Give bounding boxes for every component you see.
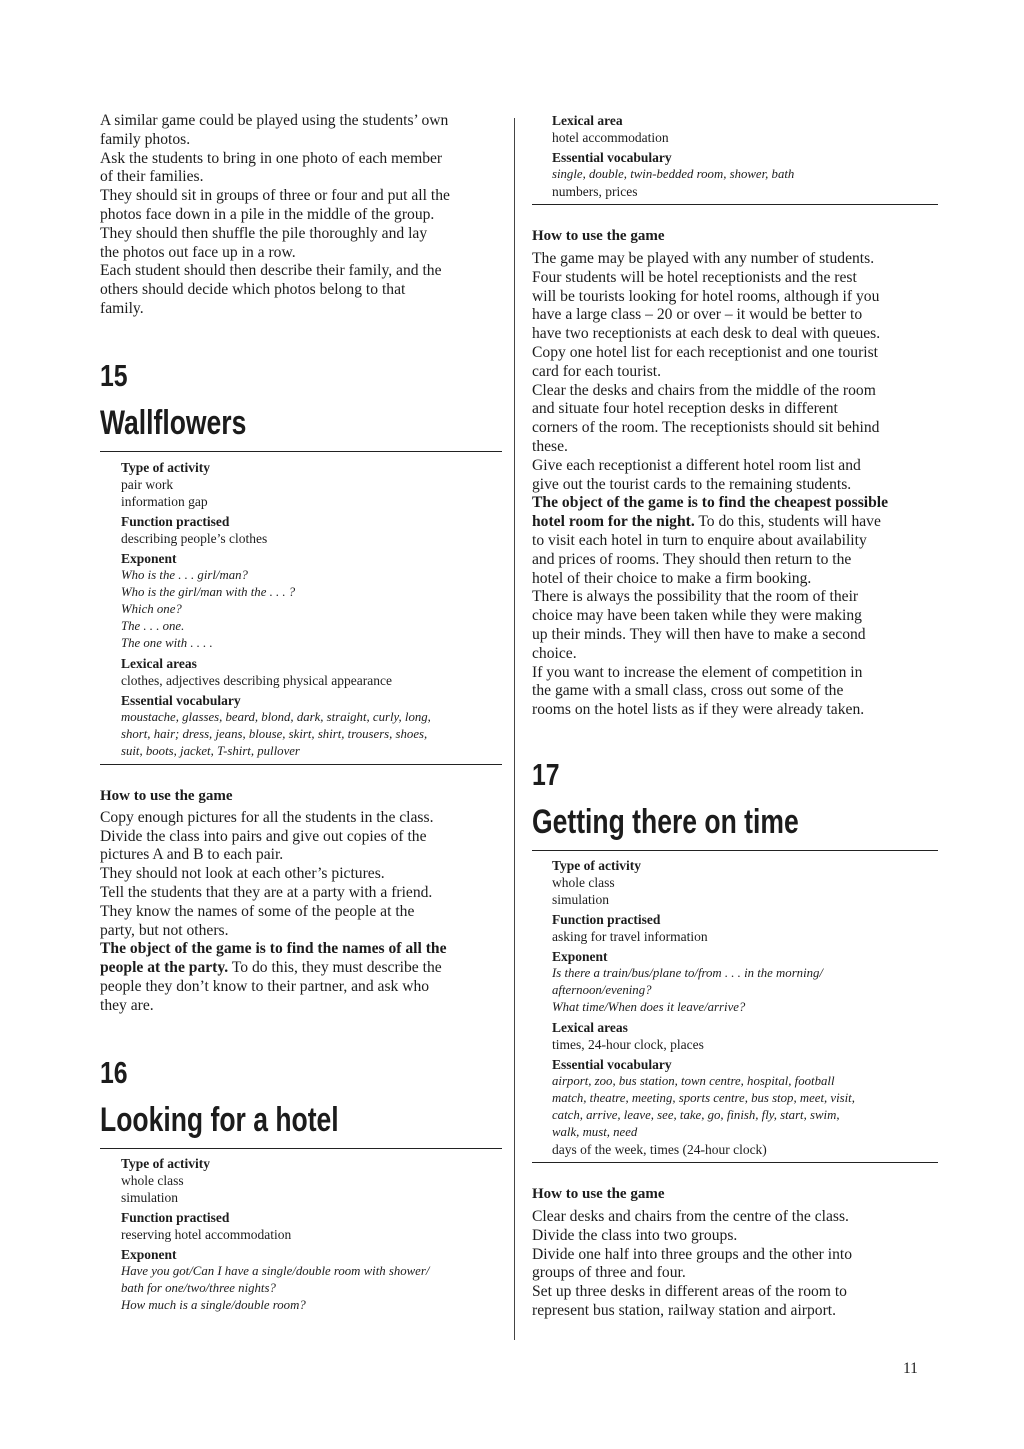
exponent-line: Which one?	[121, 601, 182, 616]
intro-line: Ask the students to bring in one photo of each member	[100, 149, 443, 167]
howto-line: There is always the possibility that the room of their	[532, 588, 859, 606]
info-label: Type of activity	[552, 857, 641, 873]
game-info-box	[100, 1149, 502, 1314]
howto-line: they are.	[100, 996, 154, 1014]
info-label: Type of activity	[121, 459, 210, 475]
exponent-line: Who is the girl/man with the . . . ?	[121, 584, 296, 599]
intro-line: photos face down in a pile in the middle of the group.	[100, 205, 435, 223]
howto-line: up their minds. They will then have to make a second	[532, 625, 866, 643]
howto-line: Copy one hotel list for each receptionist and one tourist	[532, 343, 879, 361]
info-label: Essential vocabulary	[121, 692, 241, 708]
howto-line: corners of the room. The receptionists should sit behind	[532, 419, 880, 437]
howto-line: They know the names of some of the people at the	[100, 902, 415, 920]
info-label: Type of activity	[121, 1155, 210, 1171]
intro-line: others should decide which photos belong to that	[100, 281, 406, 299]
howto-section	[100, 787, 502, 1016]
intro-line: Each student should then describe their family, and the	[100, 262, 442, 280]
game-16-section	[100, 1056, 502, 1314]
info-label: Lexical areas	[121, 655, 197, 671]
right-column	[532, 112, 938, 1321]
howto-line: to visit each hotel in turn to enquire about availability	[532, 531, 867, 549]
howto-line: Divide the class into two groups.	[532, 1226, 738, 1244]
info-value: describing people’s clothes	[121, 530, 268, 546]
info-label: Function practised	[121, 513, 230, 529]
howto-line	[532, 513, 938, 532]
vocab-line: short, hair; dress, jeans, blouse, skirt, shirt, trousers, shoes,	[121, 726, 428, 741]
game-objective: The object of the game is to find the names of all the	[100, 940, 447, 958]
game-objective: people at the party.	[100, 959, 229, 977]
howto-line: card for each tourist.	[532, 362, 662, 380]
game-info-box	[100, 452, 502, 760]
howto-line: the game with a small class, cross out some of the	[532, 682, 844, 700]
info-value: hotel accommodation	[552, 130, 669, 145]
exponent-line: afternoon/evening?	[552, 982, 652, 997]
game-info-box-continued	[532, 112, 938, 200]
game-title: Wallflowers	[100, 403, 247, 442]
howto-line: represent bus station, railway station and airport.	[532, 1301, 836, 1319]
game-info-box	[532, 851, 938, 1158]
howto-line: will be tourists looking for hotel rooms, although if you	[532, 287, 880, 305]
section-rule	[100, 764, 502, 765]
howto-line: If you want to increase the element of competition in	[532, 663, 863, 681]
howto-line: and prices of rooms. They should then return to the	[532, 550, 852, 568]
howto-line: hotel of their choice to make a firm booking.	[532, 569, 812, 587]
info-value: reserving hotel accommodation	[121, 1226, 292, 1242]
intro-line: of their families.	[100, 168, 204, 186]
info-value: times, 24-hour clock, places	[552, 1036, 704, 1052]
howto-line: Divide one half into three groups and the other into	[532, 1245, 853, 1263]
section-rule	[532, 1162, 938, 1163]
howto-line: rooms on the hotel lists as if they were already taken.	[532, 701, 865, 719]
howto-line: choice may have been taken while they were making	[532, 607, 862, 625]
info-label: Exponent	[121, 550, 177, 566]
howto-line: Copy enough pictures for all the students in the class.	[100, 808, 434, 826]
howto-line: Four students will be hotel receptionists and the rest	[532, 268, 857, 286]
exponent-line: bath for one/two/three nights?	[121, 1280, 276, 1295]
info-label: Function practised	[552, 911, 661, 927]
intro-paragraph	[100, 112, 502, 319]
info-label: Exponent	[121, 1246, 177, 1262]
howto-line: Clear desks and chairs from the centre of the class.	[532, 1207, 849, 1225]
howto-line: have a large class – 20 or over – it would be better to	[532, 306, 863, 324]
howto-line: have two receptionists at each desk to deal with queues.	[532, 325, 881, 343]
intro-line: the photos out face up in a row.	[100, 243, 296, 261]
vocab-line: numbers, prices	[552, 184, 638, 199]
game-number: 15	[100, 357, 128, 393]
vocab-line: catch, arrive, leave, see, take, go, finish, fly, start, swim,	[552, 1107, 840, 1122]
howto-line: Clear the desks and chairs from the middle of the room	[532, 381, 876, 399]
howto-section	[532, 227, 938, 720]
howto-line: choice.	[532, 644, 577, 662]
vocab-line: airport, zoo, bus station, town centre, hospital, football	[552, 1073, 835, 1088]
game-objective: hotel room for the night.	[532, 513, 695, 531]
intro-line: family photos.	[100, 130, 191, 148]
howto-line: these.	[532, 437, 568, 455]
howto-line: Tell the students that they are at a party with a friend.	[100, 883, 433, 901]
game-number: 16	[100, 1054, 128, 1090]
column-divider	[514, 118, 515, 1340]
vocab-line: days of the week, times (24-hour clock)	[552, 1141, 767, 1157]
howto-line: and situate four hotel reception desks in different	[532, 400, 838, 418]
info-label: Lexical area	[552, 113, 623, 128]
vocab-line: moustache, glasses, beard, blond, dark, straight, curly, long,	[121, 709, 431, 724]
howto-section	[532, 1185, 938, 1321]
exponent-line: The . . . one.	[121, 618, 185, 633]
info-value: whole class	[121, 1172, 184, 1188]
exponent-line: Have you got/Can I have a single/double room with shower/	[121, 1263, 430, 1278]
info-value: asking for travel information	[552, 928, 708, 944]
info-label: Function practised	[121, 1209, 230, 1225]
info-value: clothes, adjectives describing physical appearance	[121, 672, 393, 688]
howto-heading: How to use the game	[532, 228, 665, 244]
howto-line: party, but not others.	[100, 921, 229, 939]
howto-heading: How to use the game	[532, 1185, 665, 1202]
howto-line: people they don’t know to their partner, and ask who	[100, 977, 430, 995]
info-label: Lexical areas	[552, 1019, 628, 1035]
howto-line: Divide the class into pairs and give out copies of the	[100, 827, 427, 845]
section-rule	[532, 204, 938, 205]
intro-line: A similar game could be played using the students’ own	[100, 112, 449, 129]
game-title: Looking for a hotel	[100, 1100, 339, 1139]
howto-line: The game may be played with any number of students.	[532, 250, 875, 267]
howto-line: They should not look at each other’s pictures.	[100, 865, 385, 883]
vocab-line: walk, must, need	[552, 1124, 638, 1139]
howto-line: groups of three and four.	[532, 1264, 686, 1282]
howto-line	[100, 959, 502, 978]
game-15-section	[100, 359, 502, 1016]
intro-line: family.	[100, 299, 144, 317]
page-number: 11	[903, 1360, 918, 1377]
info-value: whole class	[552, 874, 615, 890]
howto-line: Give each receptionist a different hotel room list and	[532, 456, 861, 474]
exponent-line: How much is a single/double room?	[121, 1297, 306, 1312]
info-label: Essential vocabulary	[552, 150, 672, 165]
exponent-line: Is there a train/bus/plane to/from . . . in the morning/	[552, 965, 823, 980]
vocab-line: single, double, twin-bedded room, shower, bath	[552, 167, 795, 181]
howto-text: To do this, they must describe the	[228, 959, 442, 977]
vocab-line: suit, boots, jacket, T-shirt, pullover	[121, 743, 300, 758]
game-title: Getting there on time	[532, 802, 799, 841]
info-value: pair work	[121, 476, 174, 492]
howto-line: pictures A and B to each pair.	[100, 846, 284, 864]
info-label: Exponent	[552, 948, 608, 964]
info-label: Essential vocabulary	[552, 1056, 672, 1072]
left-column	[100, 112, 502, 1314]
howto-line: Set up three desks in different areas of the room to	[532, 1283, 847, 1301]
info-value: simulation	[552, 891, 609, 907]
exponent-line: The one with . . . .	[121, 635, 213, 650]
vocab-line: match, theatre, meeting, sports centre, bus stop, meet, visit,	[552, 1090, 855, 1105]
intro-line: They should then shuffle the pile thoroughly and lay	[100, 224, 428, 242]
game-17-section	[532, 758, 938, 1321]
info-value: information gap	[121, 493, 208, 509]
info-value: simulation	[121, 1189, 178, 1205]
exponent-line: Who is the . . . girl/man?	[121, 567, 248, 582]
exponent-line: What time/When does it leave/arrive?	[552, 999, 746, 1014]
game-number: 17	[532, 756, 560, 792]
intro-line: They should sit in groups of three or four and put all the	[100, 187, 450, 205]
howto-line: give out the tourist cards to the remaining students.	[532, 475, 852, 493]
game-objective: The object of the game is to find the cheapest possible	[532, 494, 889, 512]
howto-heading: How to use the game	[100, 787, 233, 804]
howto-text: To do this, students will have	[694, 513, 881, 531]
